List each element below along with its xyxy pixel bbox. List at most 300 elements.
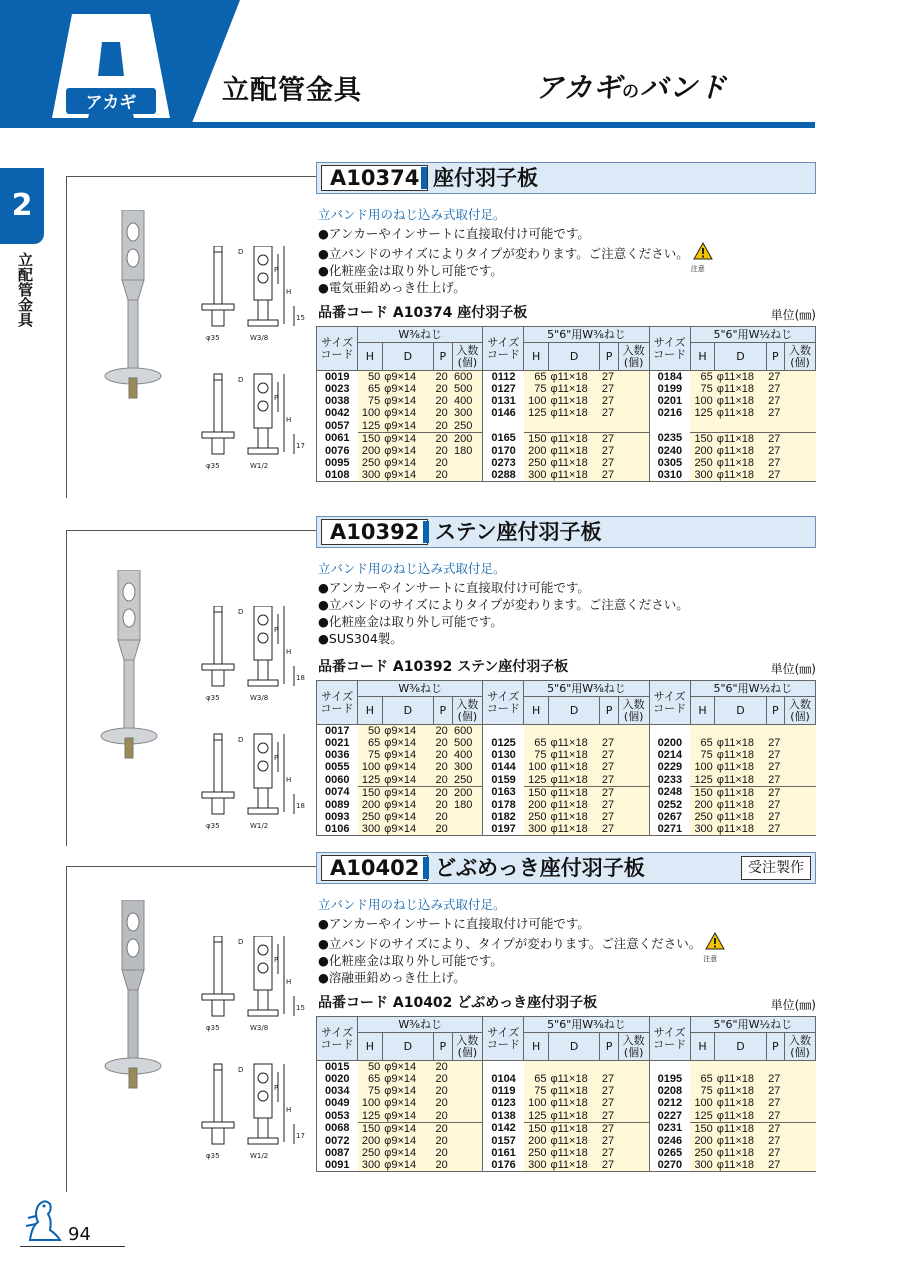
cell-h: 75: [358, 1085, 383, 1097]
diagram-base: [248, 320, 278, 326]
spec-table: [316, 1016, 816, 1172]
cell-h: 100: [690, 395, 715, 407]
cell-code: 0214: [649, 749, 690, 761]
cell-p: 27: [766, 761, 784, 773]
diagram-d-label: D: [238, 248, 244, 256]
cell-p: 27: [600, 799, 618, 811]
cell-d: φ9×14: [382, 1122, 433, 1135]
cell-code: 0042: [317, 407, 358, 419]
section-left-rule: [66, 530, 67, 846]
section-top-rule: [66, 176, 316, 177]
cell-qty: [785, 811, 816, 823]
cell-d: φ11×18: [549, 457, 600, 469]
cell-code: 0273: [483, 457, 524, 469]
diagram-washer: [202, 664, 234, 670]
description-bullet: [318, 952, 725, 969]
chapter-label: 立配管金具: [16, 252, 34, 327]
photo-part-1: [123, 583, 135, 601]
cell-d: φ11×18: [549, 1097, 600, 1109]
cell-d: [549, 725, 600, 738]
size-code-header: サイズ コード: [649, 1017, 690, 1061]
bullet-text: ●SUS304製。: [318, 631, 403, 646]
cell-p: 27: [766, 1159, 784, 1172]
cell-h: 125: [524, 774, 549, 787]
column-header-p: P: [600, 697, 618, 725]
cell-p: 27: [600, 371, 618, 384]
cell-h: 250: [358, 1147, 383, 1159]
cell-p: 27: [600, 761, 618, 773]
column-header-h: H: [690, 697, 715, 725]
diagram-base: [248, 1138, 278, 1144]
cell-qty: [452, 1073, 483, 1085]
column-header-p: P: [766, 1033, 784, 1061]
cell-code: 0159: [483, 774, 524, 787]
cell-code: [483, 725, 524, 738]
cell-code: 0055: [317, 761, 358, 773]
table-row: [317, 1135, 816, 1147]
cell-d: φ11×18: [715, 371, 766, 384]
cell-h: 150: [358, 432, 383, 445]
cell-qty: 500: [452, 383, 483, 395]
cell-d: φ9×14: [382, 1097, 433, 1109]
cell-qty: [618, 1147, 649, 1159]
cell-p: 20: [434, 457, 452, 469]
cell-qty: [618, 469, 649, 482]
table-row: [317, 432, 816, 445]
cell-p: 27: [766, 737, 784, 749]
cell-code: 0161: [483, 1147, 524, 1159]
product-name: どぶめっき座付羽子板: [435, 856, 645, 880]
cell-p: 27: [766, 1073, 784, 1085]
cell-qty: 200: [452, 786, 483, 799]
cell-h: [690, 1061, 715, 1074]
cell-p: 27: [766, 774, 784, 787]
cell-code: 0235: [649, 432, 690, 445]
cell-h: 125: [524, 1110, 549, 1123]
thread-group-header: 5"6"用W⅜ねじ: [524, 681, 649, 697]
cell-p: 27: [600, 432, 618, 445]
cell-qty: [618, 1122, 649, 1135]
photo-part-0: [122, 210, 144, 280]
cell-code: 0170: [483, 445, 524, 457]
cell-h: [524, 420, 549, 433]
cell-d: φ11×18: [715, 1159, 766, 1172]
page-number-rule: [20, 1246, 125, 1247]
cell-code: 0106: [317, 823, 358, 836]
cell-code: 0231: [649, 1122, 690, 1135]
diagram-p-label: P: [274, 626, 279, 634]
column-header-h: H: [524, 1033, 549, 1061]
cell-d: φ11×18: [715, 445, 766, 457]
dimension-diagram: [200, 606, 310, 866]
cell-p: 27: [600, 1159, 618, 1172]
cell-d: φ9×14: [382, 395, 433, 407]
cell-p: 27: [600, 1135, 618, 1147]
cell-h: 250: [690, 811, 715, 823]
cell-d: [549, 1061, 600, 1074]
table-row: [317, 445, 816, 457]
diagram-stud: [212, 1000, 224, 1016]
cell-d: φ11×18: [715, 737, 766, 749]
cell-h: 150: [358, 786, 383, 799]
section-left-rule: [66, 866, 67, 1192]
cell-qty: 300: [452, 407, 483, 419]
cell-d: φ11×18: [715, 407, 766, 419]
diagram-phi-label: φ35: [206, 334, 220, 342]
cell-qty: [452, 1147, 483, 1159]
diagram-thread-label: W3/8: [250, 334, 269, 342]
cell-d: φ11×18: [715, 1122, 766, 1135]
cell-code: 0087: [317, 1147, 358, 1159]
cell-code: 0138: [483, 1110, 524, 1123]
cell-h: 250: [690, 1147, 715, 1159]
bullet-text: ●溶融亜鉛めっき仕上げ。: [318, 970, 466, 985]
thread-group-header: W⅜ねじ: [358, 1017, 483, 1033]
cell-qty: [618, 737, 649, 749]
cell-d: φ11×18: [549, 1073, 600, 1085]
cell-h: 75: [358, 749, 383, 761]
cell-p: 20: [434, 1122, 452, 1135]
cell-code: 0074: [317, 786, 358, 799]
column-header-q: 入数 (個): [785, 343, 816, 371]
size-code-header: サイズ コード: [483, 1017, 524, 1061]
cell-code: 0229: [649, 761, 690, 773]
size-code-header: サイズ コード: [483, 681, 524, 725]
cell-h: 65: [690, 737, 715, 749]
column-header-q: 入数 (個): [785, 1033, 816, 1061]
cell-d: φ9×14: [382, 786, 433, 799]
cell-h: 250: [524, 811, 549, 823]
cell-d: φ11×18: [549, 786, 600, 799]
thread-group-header: W⅜ねじ: [358, 681, 483, 697]
made-to-order-badge: 受注製作: [741, 856, 811, 880]
cell-h: 75: [358, 395, 383, 407]
thread-group-header: 5"6"用W½ねじ: [690, 681, 815, 697]
column-header-p: P: [434, 1033, 452, 1061]
dimension-diagram: [200, 936, 310, 1196]
diagram-rod: [214, 374, 222, 432]
cell-d: φ11×18: [549, 371, 600, 384]
size-code-header: サイズ コード: [317, 1017, 358, 1061]
column-header-p: P: [434, 343, 452, 371]
cell-code: [649, 420, 690, 433]
product-code-heading: 品番コード A10402 どぶめっき座付羽子板: [318, 995, 598, 1011]
cell-d: φ9×14: [382, 371, 433, 384]
cell-h: 200: [358, 799, 383, 811]
cell-d: φ11×18: [549, 407, 600, 419]
cell-qty: [785, 1061, 816, 1074]
table-row: [317, 1122, 816, 1135]
cell-d: φ9×14: [382, 1073, 433, 1085]
table-row: [317, 420, 816, 433]
cell-d: [715, 420, 766, 433]
cell-qty: [785, 1135, 816, 1147]
cell-qty: [618, 761, 649, 773]
cell-h: 100: [358, 761, 383, 773]
cell-code: 0270: [649, 1159, 690, 1172]
cell-h: 300: [358, 469, 383, 482]
section-top-rule: [66, 530, 316, 531]
cell-h: 200: [358, 445, 383, 457]
size-code-header: サイズ コード: [483, 327, 524, 371]
cell-h: 300: [690, 469, 715, 482]
table-row: [317, 1061, 816, 1074]
table-row: [317, 1085, 816, 1097]
diagram-hole-bottom: [258, 273, 268, 283]
cell-h: 150: [690, 432, 715, 445]
description-bullet: [318, 579, 689, 596]
column-header-p: P: [766, 697, 784, 725]
column-header-d: D: [715, 697, 766, 725]
cell-code: 0265: [649, 1147, 690, 1159]
cell-d: φ11×18: [715, 1085, 766, 1097]
table-row: [317, 725, 816, 738]
cell-p: 20: [434, 1159, 452, 1172]
cell-code: 0072: [317, 1135, 358, 1147]
diagram-rod: [214, 246, 222, 304]
cell-h: 125: [690, 1110, 715, 1123]
spec-table: [316, 326, 816, 482]
cell-p: 20: [434, 774, 452, 787]
column-header-q: 入数 (個): [785, 697, 816, 725]
bullet-text: ●立バンドのサイズにより、タイプが変わります。ご注意ください。: [318, 936, 702, 951]
cell-h: 75: [690, 749, 715, 761]
cell-d: φ9×14: [382, 420, 433, 433]
cell-qty: 180: [452, 799, 483, 811]
cell-qty: [618, 725, 649, 738]
cell-qty: [785, 395, 816, 407]
cell-h: 125: [358, 1110, 383, 1123]
caution-icon: [703, 932, 725, 963]
column-header-h: H: [358, 343, 383, 371]
diagram-p-label: P: [274, 394, 279, 402]
diagram-stud: [212, 438, 224, 454]
cell-h: 125: [358, 420, 383, 433]
spec-table: [316, 680, 816, 836]
size-code-header: サイズ コード: [317, 327, 358, 371]
cell-h: 200: [524, 1135, 549, 1147]
header-rule: [0, 122, 815, 128]
cell-p: 27: [600, 1097, 618, 1109]
cell-d: [549, 420, 600, 433]
cell-qty: [785, 383, 816, 395]
cell-p: 27: [600, 383, 618, 395]
diagram-stud: [212, 310, 224, 326]
cell-h: 100: [690, 1097, 715, 1109]
cell-p: 27: [600, 407, 618, 419]
diagram-hole-bottom: [258, 401, 268, 411]
cell-p: 27: [600, 749, 618, 761]
cell-p: [600, 1061, 618, 1074]
unit-label: 単位(㎜): [770, 662, 816, 676]
diagram-hole-top: [258, 615, 268, 625]
table-row: [317, 811, 816, 823]
caution-icon: [690, 242, 713, 273]
diagram-p-label: P: [274, 754, 279, 762]
diagram-washer: [202, 1122, 234, 1128]
cell-p: 27: [766, 799, 784, 811]
cell-d: φ11×18: [715, 761, 766, 773]
cell-d: φ9×14: [382, 469, 433, 482]
cell-qty: [785, 1110, 816, 1123]
diagram-washer: [202, 432, 234, 438]
cell-p: 27: [766, 395, 784, 407]
thread-group-header: 5"6"用W½ねじ: [690, 1017, 815, 1033]
cell-code: 0310: [649, 469, 690, 482]
cell-qty: [452, 457, 483, 469]
cell-h: 200: [358, 1135, 383, 1147]
column-header-d: D: [382, 343, 433, 371]
cell-code: 0197: [483, 823, 524, 836]
diagram-h-label: H: [286, 978, 292, 986]
diagram-dim-label: 17: [296, 1132, 305, 1140]
diagram-stud: [212, 1128, 224, 1144]
diagram-hole-top: [258, 255, 268, 265]
cell-p: 27: [766, 1085, 784, 1097]
cell-p: 20: [434, 407, 452, 419]
table-row: [317, 749, 816, 761]
cell-d: φ11×18: [715, 749, 766, 761]
product-name: ステン座付羽子板: [435, 520, 602, 544]
cell-qty: [785, 457, 816, 469]
cell-p: 27: [766, 407, 784, 419]
diagram-p-label: P: [274, 956, 279, 964]
cell-h: 250: [524, 1147, 549, 1159]
bullet-text: ●アンカーやインサートに直接取付け可能です。: [318, 226, 590, 241]
column-header-h: H: [524, 343, 549, 371]
table-row: [317, 383, 816, 395]
cell-h: 50: [358, 725, 383, 738]
cell-code: 0068: [317, 1122, 358, 1135]
cell-h: [690, 725, 715, 738]
cell-qty: [618, 1110, 649, 1123]
cell-h: 150: [358, 1122, 383, 1135]
diagram-h-label: H: [286, 1106, 292, 1114]
bullet-text: ●立バンドのサイズによりタイプが変わります。ご注意ください。: [318, 597, 689, 612]
cell-d: φ11×18: [715, 1073, 766, 1085]
cell-h: 75: [690, 383, 715, 395]
cell-h: 250: [524, 457, 549, 469]
product-photo: [100, 210, 170, 410]
cell-p: 27: [600, 774, 618, 787]
cell-d: φ11×18: [715, 383, 766, 395]
cell-qty: [785, 1097, 816, 1109]
cell-qty: [618, 371, 649, 384]
cell-p: 20: [434, 1085, 452, 1097]
column-header-d: D: [549, 1033, 600, 1061]
unit-label: 単位(㎜): [770, 998, 816, 1012]
cell-h: [524, 725, 549, 738]
cell-p: 27: [600, 811, 618, 823]
cell-d: [715, 1061, 766, 1074]
photo-part-4: [128, 990, 138, 1060]
cell-d: φ11×18: [549, 749, 600, 761]
column-header-d: D: [382, 697, 433, 725]
bullet-text: ●化粧座金は取り外し可能です。: [318, 953, 503, 968]
cell-h: 75: [524, 383, 549, 395]
cell-h: 125: [358, 774, 383, 787]
table-row: [317, 823, 816, 836]
cell-p: [766, 725, 784, 738]
cell-qty: [452, 1159, 483, 1172]
table-row: [317, 737, 816, 749]
cell-qty: [785, 432, 816, 445]
cell-h: 100: [358, 407, 383, 419]
cell-p: 27: [600, 1122, 618, 1135]
diagram-base: [248, 448, 278, 454]
cell-qty: 180: [452, 445, 483, 457]
column-header-h: H: [358, 697, 383, 725]
cell-d: φ11×18: [549, 395, 600, 407]
cell-h: 150: [690, 786, 715, 799]
cell-h: 200: [524, 799, 549, 811]
cell-d: φ11×18: [549, 1147, 600, 1159]
thread-group-header: 5"6"用W⅜ねじ: [524, 1017, 649, 1033]
cell-qty: 600: [452, 371, 483, 384]
cell-qty: [618, 407, 649, 419]
cell-code: 0036: [317, 749, 358, 761]
cell-d: φ11×18: [715, 774, 766, 787]
cell-d: φ11×18: [715, 432, 766, 445]
thread-group-header: 5"6"用W⅜ねじ: [524, 327, 649, 343]
cell-h: 300: [690, 823, 715, 836]
photo-part-3: [118, 640, 140, 660]
cell-d: φ11×18: [549, 1122, 600, 1135]
cell-h: 100: [524, 1097, 549, 1109]
column-header-d: D: [382, 1033, 433, 1061]
title-accent-bar: [423, 857, 429, 879]
diagram-rod: [214, 734, 222, 792]
column-header-d: D: [715, 343, 766, 371]
cell-p: 27: [766, 383, 784, 395]
column-header-h: H: [358, 1033, 383, 1061]
cell-p: 27: [766, 811, 784, 823]
cell-p: 27: [766, 1122, 784, 1135]
cell-code: 0144: [483, 761, 524, 773]
brand-main: アカギ: [535, 71, 622, 104]
cell-code: 0233: [649, 774, 690, 787]
photo-part-6: [129, 378, 137, 398]
cell-p: 20: [434, 811, 452, 823]
section-title-bar: [316, 852, 816, 884]
diagram-base: [248, 1010, 278, 1016]
cell-h: 65: [690, 371, 715, 384]
cell-code: 0112: [483, 371, 524, 384]
cell-qty: [785, 1085, 816, 1097]
cell-h: 300: [524, 1159, 549, 1172]
diagram-d-label: D: [238, 938, 244, 946]
table-row: [317, 799, 816, 811]
diagram-thread-label: W3/8: [250, 1024, 269, 1032]
photo-part-6: [129, 1068, 137, 1088]
cell-d: φ11×18: [549, 811, 600, 823]
diagram-dim-label: 17: [296, 442, 305, 450]
cell-qty: [785, 823, 816, 836]
dimension-diagram: [200, 246, 310, 506]
cell-code: 0165: [483, 432, 524, 445]
diagram-thread-label: W3/8: [250, 694, 269, 702]
cell-d: [715, 725, 766, 738]
cell-code: 0019: [317, 371, 358, 384]
caution-label: 注意: [690, 265, 705, 273]
cell-h: 65: [524, 371, 549, 384]
cell-h: 65: [358, 383, 383, 395]
cell-d: φ11×18: [549, 774, 600, 787]
cell-d: φ11×18: [549, 1110, 600, 1123]
cell-p: 20: [434, 761, 452, 773]
cell-code: 0288: [483, 469, 524, 482]
cell-h: 300: [690, 1159, 715, 1172]
